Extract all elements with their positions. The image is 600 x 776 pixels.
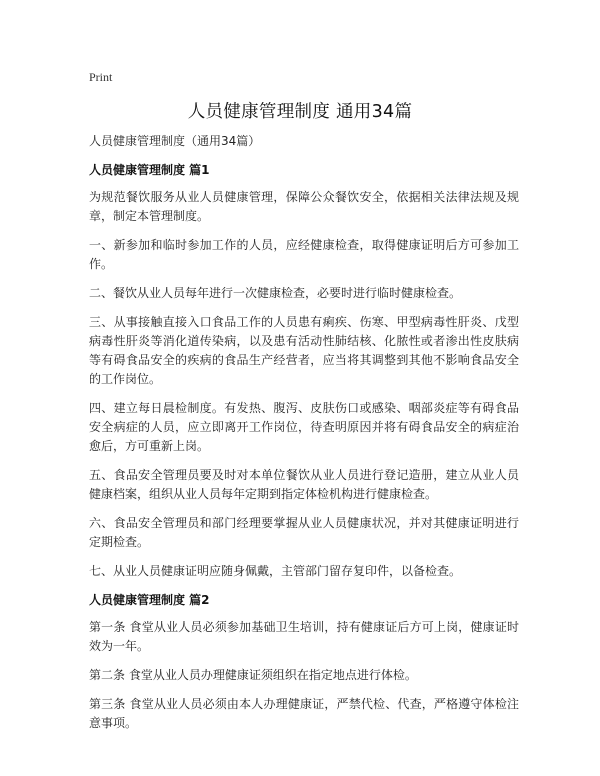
document-subtitle: 人员健康管理制度（通用34篇）	[89, 134, 261, 148]
paragraph: 五、食品安全管理员要及时对本单位餐饮从业人员进行登记造册，建立从业人员健康档案，组织从业人员每年定期到指定体检机构进行健康检查。	[89, 468, 519, 501]
paragraph: 二、餐饮从业人员每年进行一次健康检查，必要时进行临时健康检查。	[89, 286, 462, 300]
print-link[interactable]: Print	[89, 70, 113, 84]
paragraph: 第一条 食堂从业人员必须参加基础卫生培训，持有健康证后方可上岗，健康证时效为一年。	[89, 620, 519, 653]
paragraph: 第二条 食堂从业人员办理健康证须组织在指定地点进行体检。	[89, 668, 417, 682]
paragraph: 四、建立每日晨检制度。有发热、腹泻、皮肤伤口或感染、咽部炎症等有碍食品安全病症的人员，应立即离开工作岗位，待查明原因并将有碍食品安全的病症治愈后，方可重新上岗。	[89, 401, 519, 453]
document-body	[89, 132, 519, 743]
paragraph: 三、从事接触直接入口食品工作的人员患有痢疾、伤寒、甲型病毒性肝炎、戊型病毒性肝炎等消化道传染病，以及患有活动性肺结核、化脓性或者渗出性皮肤病等有碍食品安全的疾病的食品生产经营者，应当将其调整到其他不影响食品安全的工作岗位。	[89, 315, 519, 386]
paragraph: 第三条 食堂从业人员必须由本人办理健康证，严禁代检、代查，严格遵守体检注意事项。	[89, 697, 519, 730]
page-title: 人员健康管理制度 通用34篇	[187, 102, 413, 122]
section-heading: 人员健康管理制度 篇2	[89, 593, 210, 607]
paragraph: 一、新参加和临时参加工作的人员，应经健康检查，取得健康证明后方可参加工作。	[89, 238, 519, 271]
section-1	[89, 161, 519, 581]
paragraph: 为规范餐饮服务从业人员健康管理，保障公众餐饮安全，依据相关法律法规及规章，制定本管理制度。	[89, 190, 519, 223]
paragraph: 七、从业人员健康证明应随身佩戴，主管部门留存复印件，以备检查。	[89, 564, 462, 578]
section-heading: 人员健康管理制度 篇1	[89, 163, 210, 177]
section-2	[89, 591, 519, 733]
paragraph: 六、食品安全管理员和部门经理要掌握从业人员健康状况，并对其健康证明进行定期检查。	[89, 516, 519, 549]
